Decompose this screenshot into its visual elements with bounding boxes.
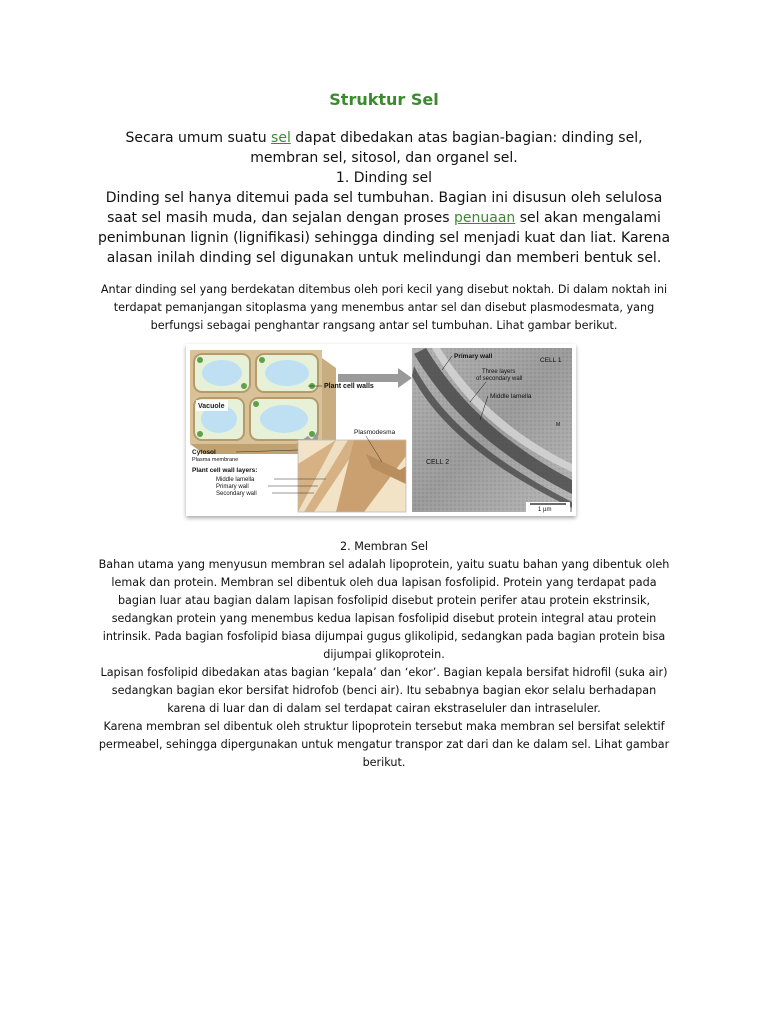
section1-paragraph-2 [92,281,676,335]
em-label-cell1: CELL 1 [540,357,562,364]
section1-heading: 1. Dinding sel [335,170,433,186]
intro-text-rest: dapat dibedakan atas bagian-bagian: dinding sel, membran sel, sitosol, dan organel sel. [250,130,643,166]
section1-paragraph [92,188,676,268]
link-penuaan[interactable]: penuaan [454,210,516,226]
label-cytosol: Cytosol [192,449,216,456]
label-primary-wall: Primary wall [216,484,249,490]
wall-layers-zoom [298,429,406,512]
label-plasmodesma: Plasmodesma [354,429,396,436]
em-label-middle-lamella: Middle lamella [490,393,532,400]
section2-paragraph-1: Bahan utama yang menyusun membran sel adalah lipoprotein, yaitu suatu bahan yang dibentuk oleh lemak dan protein. Membran sel dibentuk oleh dua lapisan fosfolipid. Protein yang terdapat pada bagian luar atau bagian dalam lapisan fosfolipid disebut protein perifer atau protein ekstrinsik, sedangkan protein yang menembus kedua lapisan fosfolipid disebut protein integral atau protein intrinsik. Pada bagian fosfolipid biasa dijumpai gugus glikolipid, sedangkan pada bagian protein bisa dijumpai glikoprotein. [98,558,670,661]
scale-bar-label: 1 µm [538,507,552,513]
em-label-three-layers: Three layers [482,369,516,375]
section1-text-rest: sel akan mengalami penimbunan lignin (lignifikasi) sehingga dinding sel menjadi kuat dan liat. Karena alasan inilah dinding sel digunakan untuk melindungi dan memberi bentuk sel. [97,210,671,266]
section1-text: Dinding sel hanya ditemui pada sel tumbuhan. Bagian ini disusun oleh selulosa saat sel masih muda, dan sejalan dengan proses [105,190,663,226]
em-label-secondary-wall: of secondary wall [476,376,523,382]
em-label-cell2: CELL 2 [426,459,450,466]
electron-micrograph [412,348,572,513]
intro-paragraph [92,128,676,168]
section2-heading: 2. Membran Sel [340,540,428,553]
section2-block [92,538,676,772]
page-title: Struktur Sel [329,90,439,109]
intro-block [92,128,676,268]
label-wall-layers: Plant cell wall layers: [192,467,258,474]
label-plasma-membrane: Plasma membrane [192,457,239,463]
label-middle-lamella: Middle lamella [216,477,255,483]
label-secondary-wall: Secondary wall [216,491,257,497]
cell-wall-figure [186,344,576,516]
cell-wall-illustration [186,344,576,516]
intro-text: Secara umum suatu [125,130,272,146]
noktah-paragraph: Antar dinding sel yang berdekatan ditembus oleh pori kecil yang disebut noktah. Di dalam noktah ini terdapat pemanjangan sitoplasma yang menembus antar sel dan disebut plasmodesmata, yang berfungsi sebagai penghantar rangsang antar sel tumbuhan. Lihat gambar berikut. [100,283,668,332]
section2-paragraph-2: Lapisan fosfolipid dibedakan atas bagian ‘kepala’ dan ‘ekor’. Bagian kepala bersifat hidrofil (suka air) sedangkan bagian ekor bersifat hidrofob (benci air). Itu sebabnya bagian ekor selalu berhadapan karena di luar dan di dalam sel terdapat cairan ekstraseluler dan intraseluler. [100,666,668,715]
label-plant-cell-walls: Plant cell walls [324,383,374,390]
em-label-m: M [556,422,561,428]
link-sel[interactable]: sel [271,130,291,146]
label-vacuole: Vacuole [198,403,225,410]
em-label-primary-wall: Primary wall [454,353,493,360]
section2-paragraph-3: Karena membran sel dibentuk oleh struktur lipoprotein tersebut maka membran sel bersifat selektif permeabel, sehingga dipergunakan untuk mengatur transpor zat dari dan ke dalam sel. Lihat gambar berikut. [98,720,670,769]
